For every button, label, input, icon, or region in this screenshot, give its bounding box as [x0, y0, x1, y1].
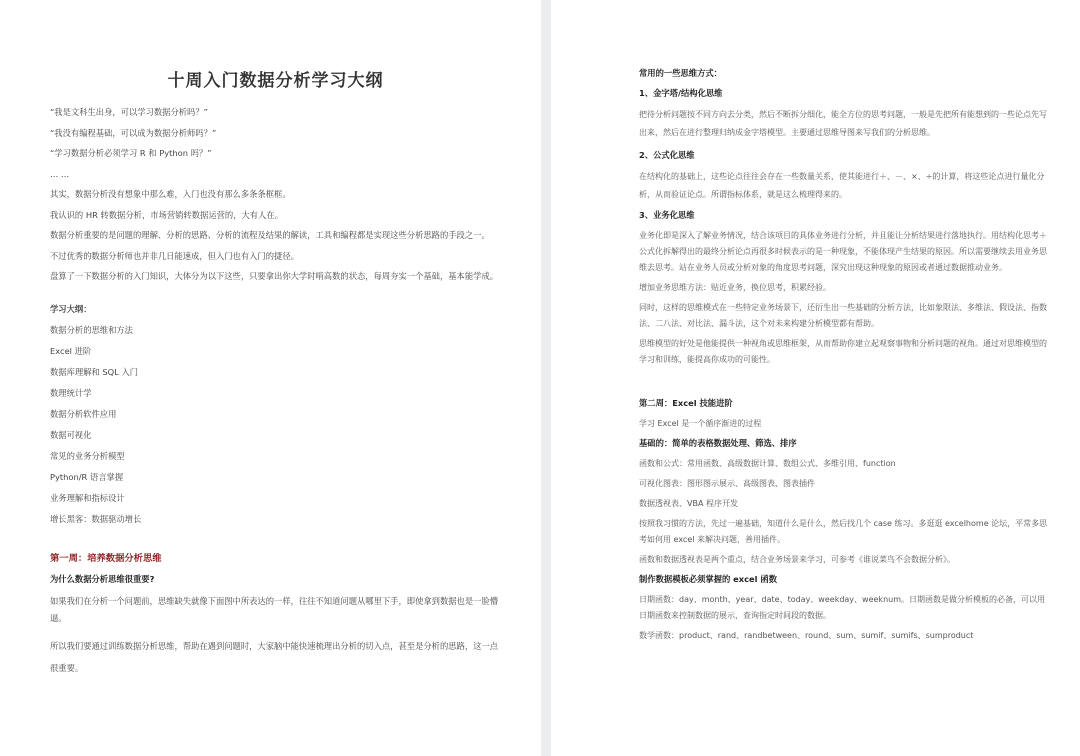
- week1-section: [50, 552, 501, 679]
- week2-item: 可视化图表：图形图示展示、高级图表、图表插件: [639, 479, 815, 488]
- outline-item: 常见的业务分析模型: [50, 451, 125, 462]
- method-1-text: 把待分析问题按不同方向去分类，然后不断拆分细化，能全方位的思考问题，一般是先把所有能想到的一些论点先写出来，然后在进行整理归纳成金字塔模型。主要通过思维导图来写我们的分析思维。: [639, 110, 1047, 137]
- intro-paragraph: 盘算了一下数据分析的入门知识，大体分为以下这些，只要拿出你大学时啃高数的状态，每周夯实一个基础，基本能学成。: [50, 271, 499, 281]
- intro-paragraph: 我认识的 HR 转数据分析，市场营销转数据运营的，大有人在。: [50, 209, 283, 220]
- method-3-paragraph: 同时，这样的思维模式在一些特定业务场景下，还衍生出一些基础的分析方法，比如象限法、多维法、假设法、指数法、二八法、对比法、漏斗法，这个对未来构建分析模型都有帮助。: [639, 303, 1047, 328]
- method-2-text: 在结构化的基础上，这些论点往往会存在一些数量关系，使其能进行＋、－、×、÷的计算，将这些论点进行量化分析，从而验证论点。所谓指标体系，就是这么梳理得来的。: [639, 172, 1045, 199]
- method-3-paragraph: 增加业务思维方法：贴近业务，换位思考，积累经验。: [639, 283, 831, 292]
- outline-section: [50, 302, 501, 527]
- outline-item: Excel 进阶: [50, 345, 92, 356]
- outline-item: 增长黑客：数据驱动增长: [50, 514, 142, 525]
- week2-item: 按照我习惯的方法，先过一遍基础，知道什么是什么，然后找几个 case 练习。多逛逛 excelhome 论坛，平常多思考如何用 excel 来解决问题，善用插件。: [639, 519, 1048, 544]
- week2-heading: 第二周：Excel 技能进阶: [639, 398, 733, 408]
- week2-item: 数据透视表、VBA 程序开发: [639, 499, 738, 508]
- excel-func-item: 日期函数：day、month、year、date、today、weekday、weeknum。日期函数是做分析模板的必备，可以用日期函数来控制数据的展示，查询指定时间段的数据。: [639, 595, 1045, 620]
- intro-quote-2: “我没有编程基础，可以成为数据分析师吗？”: [50, 127, 217, 138]
- week1-paragraph: 所以我们要通过训练数据分析思维，帮助在遇到问题时，大家脑中能快速梳理出分析的切入点，甚至是分析的思路，这一点很重要。: [50, 640, 499, 673]
- outline-heading: 学习大纲：: [50, 303, 92, 314]
- method-1-heading: 1、金字塔/结构化思维: [639, 88, 723, 98]
- document-title: 十周入门数据分析学习大纲: [167, 71, 384, 91]
- week2-item: 函数和公式：常用函数、高级数据计算、数组公式、多维引用、function: [639, 459, 896, 468]
- method-2-heading: 2、公式化思维: [639, 150, 695, 160]
- intro-paragraph: 数据分析重要的是问题的理解、分析的思路、分析的流程及结果的解读，工具和编程都是实现这些分析思路的手段之一。: [50, 230, 490, 240]
- method-3-heading: 3、业务化思维: [639, 210, 695, 220]
- week1-subheading: 为什么数据分析思维很重要?: [50, 574, 155, 585]
- method-3-paragraph: 业务化即是深入了解业务情况，结合该项目的具体业务进行分析，并且能让分析结果进行落地执行。用结构化思考＋公式化拆解得出的最终分析论点再很多时候表示的是一种现象，不能体现产生结果的原因。所以需要继续去用业务思维去思考。站在业务人员或分析对象的角度思考问题，深究出现这种现象的原因或者通过数据推动业务。: [639, 231, 1047, 272]
- excel-funcs-heading: 制作数据模板必须掌握的 excel 函数: [639, 574, 778, 584]
- outline-item: 业务理解和指标设计: [50, 493, 125, 504]
- document-page-right: [551, 0, 1080, 756]
- outline-item: 数据库理解和 SQL 入门: [50, 366, 139, 377]
- week1-paragraph: 如果我们在分析一个问题前，思维缺失就像下面图中所表达的一样，往往不知道问题从哪里下手，即使拿到数据也是一脸懵逼。: [50, 595, 499, 623]
- intro-paragraph: 其实，数据分析没有想象中那么难，入门也没有那么多条条框框。: [50, 189, 291, 199]
- week2-basic-heading: 基础的：简单的表格数据处理、筛选、排序: [639, 438, 797, 448]
- intro-paragraph: 不过优秀的数据分析师也并非几日能速成，但入门也有入门的捷径。: [50, 250, 299, 261]
- outline-item: Python/R 语言掌握: [50, 472, 124, 483]
- method-3-paragraph: 思维模型的好处是他能提供一种视角或思维框架，从而帮助你建立起观察事物和分析问题的视角。通过对思维模型的学习和训练，能提高你成功的可能性。: [639, 339, 1047, 364]
- intro-section: [50, 105, 501, 283]
- page-gutter: [541, 0, 551, 756]
- methods-heading: 常用的一些思维方式：: [639, 68, 722, 78]
- intro-ellipsis: … …: [50, 168, 70, 179]
- week2-intro: 学习 Excel 是一个循序渐进的过程: [639, 419, 762, 428]
- outline-item: 数据可视化: [50, 430, 92, 441]
- intro-quote-1: “我是文科生出身，可以学习数据分析吗？”: [50, 107, 208, 117]
- outline-item: 数理统计学: [50, 387, 92, 398]
- outline-item: 数据分析的思维和方法: [50, 324, 133, 335]
- intro-quote-3: “学习数据分析必须学习 R 和 Python 吗？”: [50, 148, 212, 158]
- outline-item: 数据分析软件应用: [50, 408, 117, 419]
- excel-func-item: 数学函数：product、rand、randbetween、round、sum、sumif、sumifs、sumproduct: [639, 631, 974, 640]
- week1-heading: 第一周：培养数据分析思维: [50, 552, 162, 564]
- week2-item: 函数和数据透视表是两个重点，结合业务场景来学习，可参考《谁说菜鸟不会数据分析》。: [639, 555, 955, 564]
